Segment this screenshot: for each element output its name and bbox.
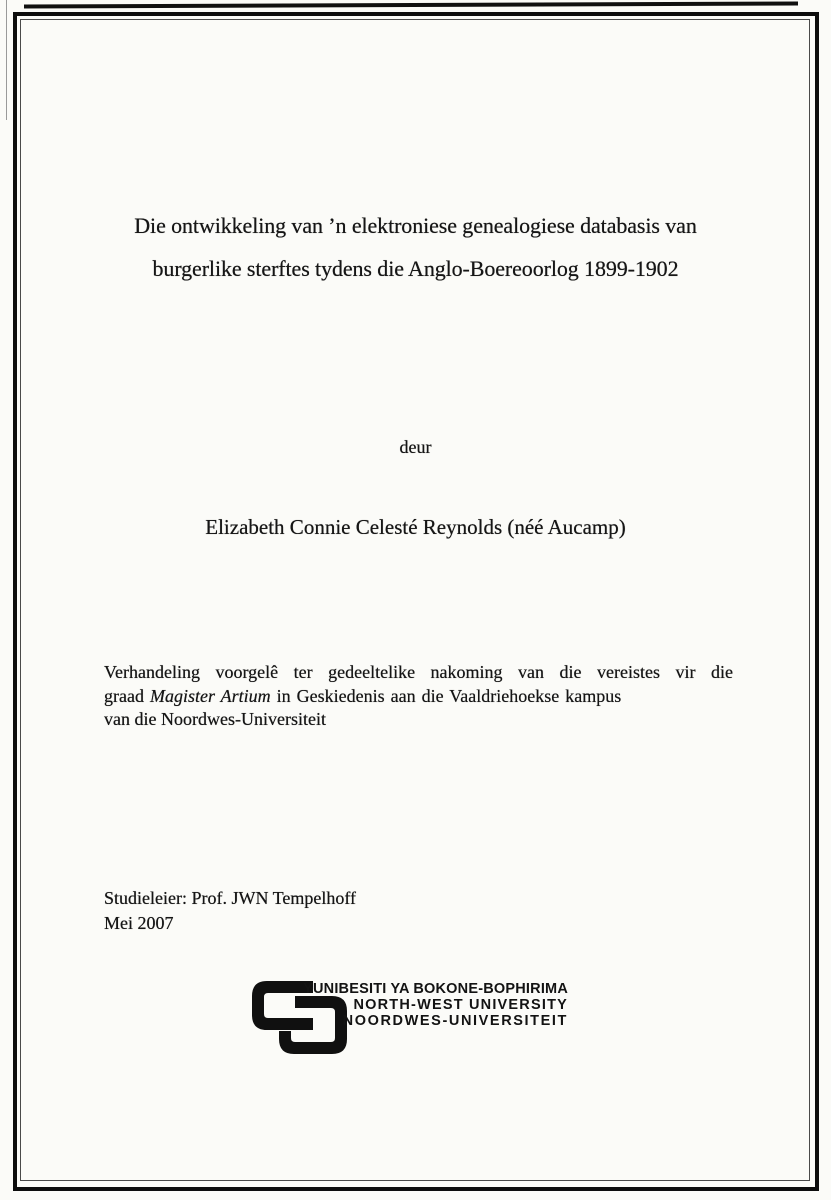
supervisor-block bbox=[104, 886, 356, 935]
author-name: Elizabeth Connie Celesté Reynolds (néé Aucamp) bbox=[205, 515, 626, 539]
statement-line-2 bbox=[104, 685, 733, 709]
title-line-1: Die ontwikkeling van ’n elektroniese genealogiese databasis van bbox=[134, 213, 697, 238]
page-title bbox=[50, 204, 781, 290]
statement-line-2-prefix: graad bbox=[104, 685, 150, 706]
statement-line-3: van die Noordwes-Universiteit bbox=[104, 709, 326, 729]
scan-artifact-left bbox=[6, 0, 7, 120]
statement-line-1: Verhandeling voorgelê ter gedeeltelike nakoming van die vereistes vir die bbox=[104, 662, 733, 682]
date-line: Mei 2007 bbox=[104, 912, 174, 933]
degree-statement bbox=[104, 661, 733, 732]
supervisor-line: Studieleier: Prof. JWN Tempelhoff bbox=[104, 888, 357, 908]
university-name-setswana: YUNIBESITI YA BOKONE-BOPHIRIMA bbox=[303, 981, 568, 997]
degree-name-italic: Magister Artium bbox=[149, 685, 271, 706]
university-name-afrikaans: NOORDWES-UNIVERSITEIT bbox=[342, 1012, 568, 1029]
university-wordmark bbox=[303, 982, 568, 1029]
scan-artifact-top bbox=[24, 2, 798, 9]
byline-preposition: deur bbox=[399, 437, 432, 457]
statement-line-2-suffix: in Geskiedenis aan die Vaaldriehoekse kampus bbox=[270, 685, 622, 706]
title-line-2: burgerlike sterftes tydens die Anglo-Boereoorlog 1899-1902 bbox=[152, 256, 679, 281]
university-name-english: NORTH-WEST UNIVERSITY bbox=[353, 996, 568, 1013]
